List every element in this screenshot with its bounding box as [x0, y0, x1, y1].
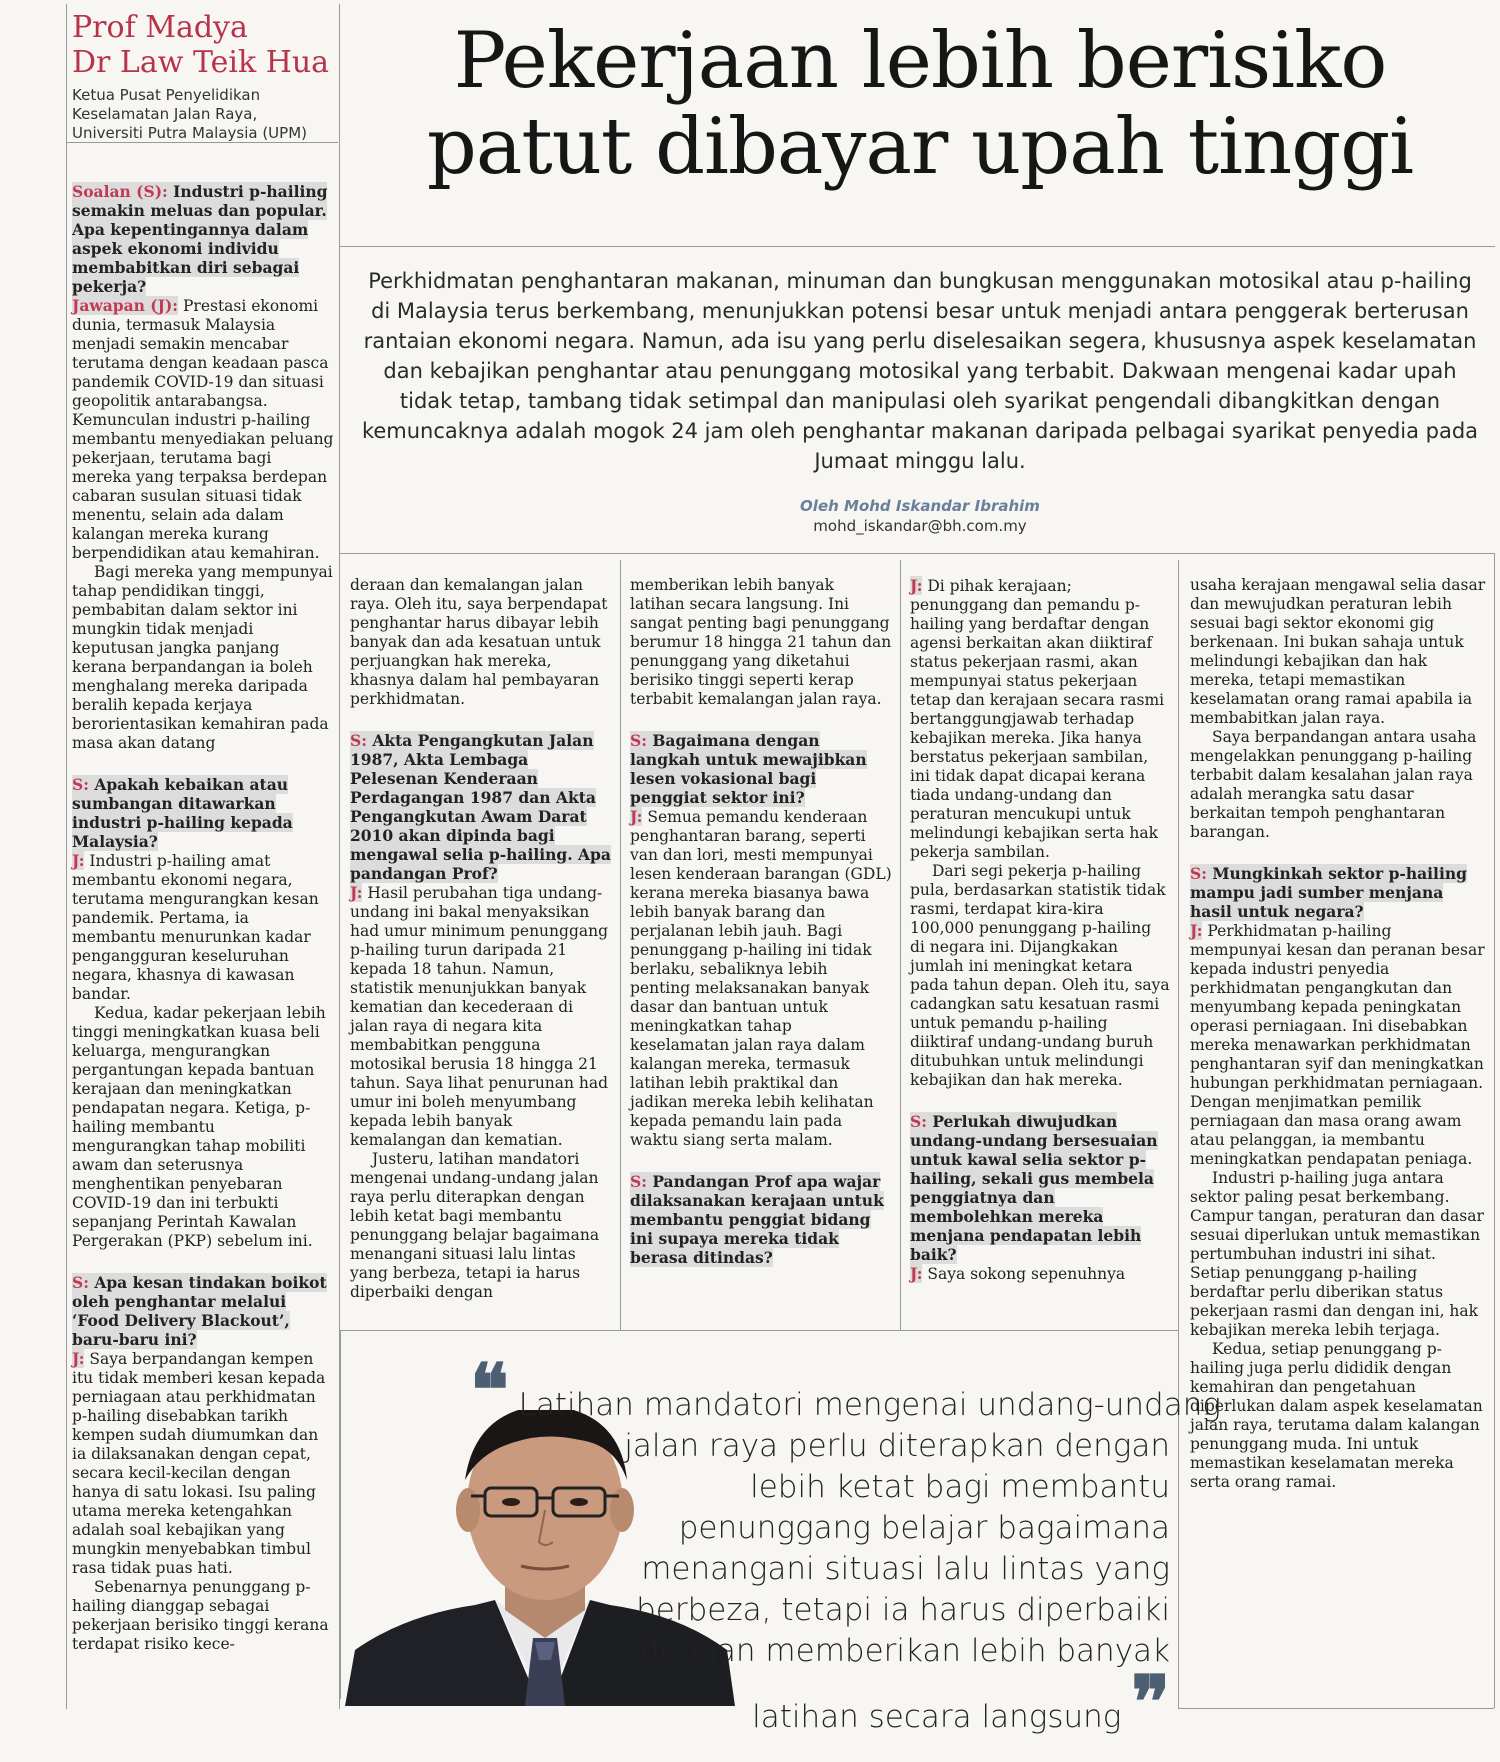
column-2 — [350, 576, 612, 1302]
pull-quote — [470, 1347, 1221, 1744]
pull-quote-line: lebih ketat bagi membantu — [750, 1469, 1170, 1505]
question — [350, 731, 612, 883]
byline — [680, 496, 1160, 536]
paragraph: usaha kerajaan mengawal selia dasar dan mewujudkan peraturan lebih sesuai bagi sektor ekonomi gig berkenaan. Ini bukan sahaja untuk melindungi kebajikan dan hak mereka, tetapi memastikan keselamatan orang ramai apabila ia membabitkan jalan raya. — [1190, 576, 1486, 727]
answer — [72, 1349, 334, 1578]
pull-quote-text: latihan secara langsung — [752, 1699, 1122, 1735]
question-text: Apakah kebaikan atau sumbangan ditawarkan industri p-hailing kepada Malaysia? — [72, 775, 293, 851]
paragraph: memberikan lebih banyak latihan secara langsung. Ini sangat penting bagi penunggang berumur 18 hingga 21 tahun dan penunggang yang diketahui berisiko tinggi seperti kerap terbabit kemalangan jalan raya. — [630, 576, 892, 708]
open-quote-icon: ❝ — [470, 1347, 509, 1432]
column-4 — [910, 576, 1170, 1284]
answer-label: J: — [350, 883, 363, 902]
question — [1190, 864, 1486, 921]
intro-paragraph: Perkhidmatan penghantaran makanan, minuman dan bungkusan menggunakan motosikal atau p-hailing di Malaysia terus berkembang, menunjukkan potensi besar untuk menjadi antara penggerak berterusan rantaian ekonomi negara. Namun, ada isu yang perlu diselesaikan segera, khususnya aspek keselamatan dan kebajikan penghantar atau penunggang motosikal yang terbabit. Dakwaan mengenai kadar upah tidak tetap, tambang tidak setimpal dan manipulasi oleh syarikat pengendali dibangkitkan dengan kemuncaknya adalah mogok 24 jam oleh penghantar makanan daripada pelbagai syarikat penyedia pada Jumaat minggu lalu. — [361, 269, 1479, 473]
pull-quote-line — [470, 1659, 1170, 1744]
answer — [72, 851, 334, 1004]
answer — [1190, 921, 1486, 1169]
question-text: Perlukah diwujudkan undang-undang bersesuaian untuk kawal selia sektor p-hailing, sekali gus membela penggiatnya dan membolehkan mereka menjana pendapatan lebih baik? — [910, 1112, 1158, 1264]
author-name — [72, 10, 332, 80]
question — [72, 1273, 334, 1349]
author-role-line: Keselamatan Jalan Raya, — [72, 105, 258, 123]
author-fullname: Dr Law Teik Hua — [72, 45, 330, 80]
answer-text: Semua pemandu kenderaan penghantaran barang, seperti van dan lori, mesti mempunyai lesen kenderaan barangan (GDL) kerana mereka biasanya bawa lebih banyak barang dan perjalanan lebih jauh. Bagi penunggang p-hailing ini tidak berlaku, sebaliknya lebih penting melaksanakan banyak dasar dan bantuan untuk meningkatkan tahap keselamatan jalan raya dalam kalangan mereka, termasuk latihan lebih praktikal dan jadikan mereka lebih kelihatan kepada pemandu lain pada waktu siang serta malam. — [630, 808, 892, 1149]
question-text: Akta Pengangkutan Jalan 1987, Akta Lembaga Pelesenan Kenderaan Perdagangan 1987 dan Akta Pengangkutan Awam Darat 2010 akan dipinda bagi mengawal selia p-hailing. Apa pandangan Prof? — [350, 731, 611, 883]
answer-text: Industri p-hailing amat membantu ekonomi negara, terutama mengurangkan kesan pandemik. Pertama, ia membantu menurunkan kadar pengangguran keseluruhan negara, khasnya di kawasan bandar. — [72, 852, 319, 1003]
column-3 — [630, 576, 892, 1267]
answer-text: Hasil perubahan tiga undang-undang ini bakal menyaksikan had umur minimum penunggang p-hailing turun daripada 21 kepada 18 tahun. Namun, statistik menunjukkan banyak kematian dan kecederaan di jalan raya di negara kita membabitkan pengguna motosikal berusia 18 hingga 21 tahun. Saya lihat penurunan had umur ini boleh menyumbang kepada lebih banyak kemalangan dan kematian. — [350, 884, 609, 1149]
answer-label: J: — [72, 1349, 85, 1368]
paragraph: Sebenarnya penunggang p-hailing dianggap sebagai pekerjaan berisiko tinggi kerana terdapat risiko kece- — [72, 1578, 329, 1653]
right-rule — [1494, 553, 1495, 1708]
answer-text: Saya berpandangan kempen itu tidak memberi kesan kepada perniagaan atau perkhidmatan p-hailing disebabkan tarikh kempen sudah diumumkan dan ia dilaksanakan dengan cepat, secara kecil-kecilan dengan hanya di satu lokasi. Isu paling utama mereka ketengahkan adalah soal kebajikan yang mungkin menyebabkan timbul rasa tidak puas hati. — [72, 1350, 326, 1577]
intro-divider — [340, 553, 1495, 554]
author-role-line: Universiti Putra Malaysia (UPM) — [72, 124, 308, 142]
answer-label: J: — [72, 851, 85, 870]
paragraph: Justeru, latihan mandatori mengenai undang-undang jalan raya perlu diterapkan dengan lebih ketat bagi membantu penunggang belajar bagaimana menangani situasi lalu lintas yang berbeza, tetapi ia harus diperbaiki dengan — [350, 1150, 600, 1301]
question-label: S: — [630, 731, 647, 750]
question — [630, 1172, 892, 1267]
byline-author: Oleh Mohd Iskandar Ibrahim — [800, 497, 1040, 515]
question-text: Industri p-hailing semakin meluas dan popular. Apa kepentingannya dalam aspek ekonomi individu membabitkan diri sebagai pekerja? — [72, 182, 328, 296]
headline-line2: patut dibayar upah tinggi — [426, 102, 1414, 192]
answer — [910, 576, 1170, 862]
pull-quote-line: dengan memberikan lebih banyak — [639, 1633, 1170, 1669]
answer — [350, 883, 612, 1150]
close-quote-icon: ❞ — [1131, 1659, 1170, 1744]
question-label: S: — [630, 1172, 647, 1191]
paragraph: Saya berpandangan antara usaha mengelakkan penunggang p-hailing terbabit dalam kesalahan jalan raya adalah merangka satu dasar berkaitan tempoh penghantaran barangan. — [1190, 728, 1477, 841]
question-text: Pandangan Prof apa wajar dilaksanakan kerajaan untuk membantu penggiat bidang ini supaya mereka tidak berasa ditindas? — [630, 1172, 884, 1267]
pull-quote-line: penunggang belajar bagaimana — [678, 1510, 1170, 1546]
answer-label: J: — [1190, 921, 1203, 940]
question — [910, 1112, 1170, 1264]
answer-label: J: — [630, 807, 643, 826]
answer-text: Di pihak kerajaan; penunggang dan pemandu p-hailing yang berdaftar dengan agensi berkaitan akan diiktiraf status pekerjaan rasmi, akan mempunyai status pekerjaan tetap dan kerajaan secara rasmi bertanggungjawab terhadap kebajikan mereka. Jika hanya berstatus pekerjaan sambilan, ini tidak dapat dicapai kerana tiada undang-undang dan peraturan mencukupi untuk melindungi kebajikan serta hak pekerja sambilan. — [910, 577, 1165, 861]
question — [72, 775, 334, 851]
author-title: Prof Madya — [72, 10, 248, 45]
headline — [350, 18, 1490, 190]
pull-quote-line: menangani situasi lalu lintas yang — [641, 1551, 1170, 1587]
pull-quote-text: Latihan mandatori mengenai undang-undang — [518, 1387, 1221, 1423]
answer — [910, 1264, 1170, 1284]
question — [72, 182, 334, 296]
question-label: S: — [910, 1112, 927, 1131]
paragraph: Dari segi pekerja p-hailing pula, berdasarkan statistik tidak rasmi, terdapat kira-kira 100,000 penunggang p-hailing di negara ini. Dijangkakan jumlah ini meningkat ketara pada tahun depan. Oleh itu, saya cadangkan satu kesatuan rasmi untuk pemandu p-hailing diiktiraf undang-undang buruh ditubuhkan untuk melindungi kebajikan dan hak mereka. — [910, 862, 1170, 1089]
paragraph: Kedua, setiap penunggang p-hailing juga perlu dididik dengan kemahiran dan pengetahuan diperlukan dalam aspek keselamatan jalan raya, terutama dalam kalangan penunggang muda. Ini untuk memastikan keselamatan mereka serta orang ramai. — [1190, 1340, 1483, 1491]
byline-email: mohd_iskandar@bh.com.my — [813, 517, 1027, 535]
answer-text: Perkhidmatan p-hailing mempunyai kesan dan peranan besar kepada industri penyedia perkhidmatan pengangkutan dan menyumbang kepada peningkatan operasi perniagaan. Ini disebabkan mereka menawarkan perkhidmatan penghantaran syif dan meningkatkan hubungan perkhidmatan perniagaan. Dengan menjimatkan pemilik perniagaan dan masa orang awam atau pelanggan, ia membantu meningkatkan pendapatan peniaga. — [1190, 922, 1485, 1168]
headline-line1: Pekerjaan lebih berisiko — [453, 16, 1387, 106]
answer-label: J: — [910, 576, 923, 595]
question-label: S: — [72, 775, 89, 794]
paragraph: Bagi mereka yang mempunyai tahap pendidikan tinggi, pembabitan dalam sektor ini mungkin tidak menjadi keputusan jangka panjang kerana berpandangan ia boleh menghalang mereka daripada beralih kepada kerjaya berorientasikan kemahiran pada masa akan datang — [72, 563, 333, 752]
paragraph: deraan dan kemalangan jalan raya. Oleh itu, saya berpendapat penghantar harus dibayar lebih banyak dan ada kesatuan untuk perjuangkan hak mereka, khasnya dalam hal pembayaran perkhidmatan. — [350, 576, 608, 708]
answer — [630, 807, 892, 1150]
author-role-line: Ketua Pusat Penyelidikan — [72, 86, 261, 104]
question-label: Soalan (S): — [72, 182, 168, 201]
column-1 — [72, 182, 334, 1654]
bottom-rule — [1178, 1708, 1494, 1709]
question-label: S: — [1190, 864, 1207, 883]
answer-text: Saya sokong sepenuhnya — [922, 1265, 1126, 1283]
answer-label: J: — [910, 1264, 923, 1283]
question-text: Mungkinkah sektor p-hailing mampu jadi sumber menjana hasil untuk negara? — [1190, 864, 1467, 921]
question-text: Apa kesan tindakan boikot oleh penghantar melalui ‘Food Delivery Blackout’, baru-baru ini? — [72, 1273, 327, 1349]
answer-label: Jawapan (J): — [72, 296, 179, 315]
paragraph: Industri p-hailing juga antara sektor paling pesat berkembang. Campur tangan, peraturan dan dasar sesuai diperlukan untuk memastikan pertumbuhan industri ini sihat. Setiap penunggang p-hailing berdaftar perlu diberikan status pekerjaan rasmi dan dengan ini, hak kebajikan mereka lebih terjaga. — [1190, 1169, 1484, 1339]
pull-quote-line: berbeza, tetapi ia harus diperbaiki — [636, 1592, 1170, 1628]
column-5 — [1190, 576, 1486, 1492]
answer-text: Prestasi ekonomi dunia, termasuk Malaysia menjadi semakin mencabar terutama dengan keadaan pasca pandemik COVID-19 dan situasi geopolitik antarabangsa. Kemunculan industri p-hailing membantu menyediakan peluang pekerjaan, terutama bagi mereka yang terpaksa berdepan cabaran susulan situasi tidak menentu, selain ada dalam kalangan mereka kurang berpendidikan atau kemahiran. — [72, 297, 334, 562]
answer — [72, 296, 334, 563]
question-label: S: — [72, 1273, 89, 1292]
paragraph: Kedua, kadar pekerjaan lebih tinggi meningkatkan kuasa beli keluarga, mengurangkan pergantungan kepada bantuan kerajaan dan meningkatkan pendapatan negara. Ketiga, p-hailing membantu mengurangkan tahap mobiliti awam dan seterusnya menghentikan penyebaran COVID-19 dan ini terbukti sepanjang Perintah Kawalan Pergerakan (PKP) sebelum ini. — [72, 1004, 326, 1250]
column-rule-3 — [900, 560, 901, 1330]
header-divider — [340, 246, 1495, 247]
pull-quote-line: jalan raya perlu diterapkan dengan — [624, 1428, 1170, 1464]
question — [630, 731, 892, 807]
question-text: Bagaimana dengan langkah untuk mewajibkan lesen vokasional bagi penggiat sektor ini? — [630, 731, 867, 807]
column-rule-2 — [620, 560, 621, 1330]
pull-quote-line — [470, 1347, 1221, 1432]
author-role — [72, 86, 334, 143]
question-label: S: — [350, 731, 367, 750]
